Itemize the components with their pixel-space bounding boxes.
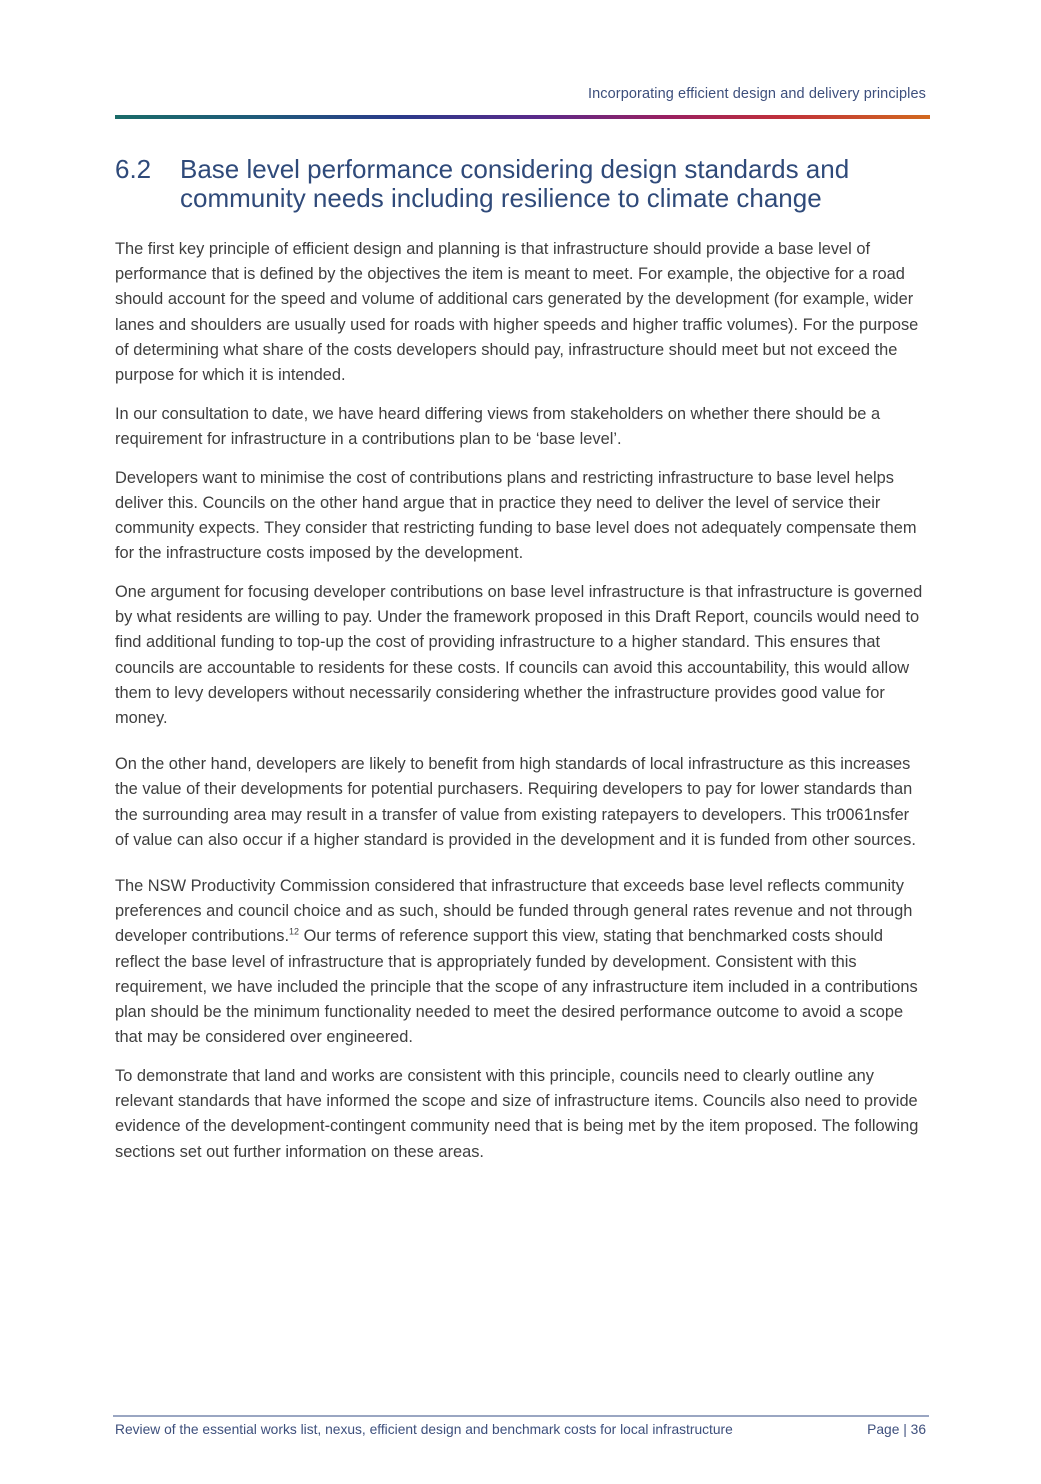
section-title: Base level performance considering design standards and community needs including resilience to climate change bbox=[180, 154, 850, 213]
footer-document-title: Review of the essential works list, nexus, efficient design and benchmark costs for local infrastructure bbox=[115, 1422, 733, 1437]
section-heading bbox=[115, 155, 915, 213]
nsw-text-after-note: Our terms of reference support this view, stating that benchmarked costs should reflect the base level of infrastructure that is appropriately funded by development. Consistent with this requirement, we have included the principle that the scope of any infrastructure item included in a contributions plan should be the minimum functionality needed to meet the desired performance outcome to avoid a scope that may be considered over engineered. bbox=[115, 927, 918, 1047]
paragraph-other-hand: On the other hand, developers are likely to benefit from high standards of local infrastructure as this increases the value of their developments for potential purchasers. Requiring developers to pay for lower standards than the surrounding area may result in a transfer of value from existing ratepayers to developers. This tr0061nsfer of value can also occur if a higher standard is provided in the development and it is funded from other sources. bbox=[115, 755, 916, 849]
paragraph-argument-base-level: One argument for focusing developer contributions on base level infrastructure is that infrastructure is governed by what residents are willing to pay. Under the framework proposed in this Draft Report, councils would need to find additional funding to top-up the cost of providing infrastructure to a higher standard. This ensures that councils are accountable to residents for these costs. If councils can avoid this accountability, this would allow them to levy developers without necessarily considering whether the infrastructure provides good value for money. bbox=[115, 582, 923, 727]
footer-rule bbox=[113, 1415, 929, 1417]
paragraph-developers-councils: Developers want to minimise the cost of contributions plans and restricting infrastructure to base level helps deliver this. Councils on the other hand argue that in practice they need to deliver the level of service their community expects. They consider that restricting funding to base level does not adequately compensate them for the infrastructure costs imposed by the development. bbox=[115, 468, 917, 563]
header-accent-rule bbox=[115, 115, 930, 119]
section-number: 6.2 bbox=[115, 154, 152, 184]
body-text bbox=[115, 237, 927, 1178]
nsw-text-before-note: The NSW Productivity Commission considered that infrastructure that exceeds base level reflects community preferences and council choice and as such, should be funded through general rates revenue and not through developer contributions. bbox=[115, 876, 913, 946]
running-header-title: Incorporating efficient design and delivery principles bbox=[587, 86, 926, 102]
footer-page-number: Page | 36 bbox=[867, 1422, 926, 1437]
paragraph-consultation-views: In our consultation to date, we have heard differing views from stakeholders on whether there should be a requirement for infrastructure in a contributions plan to be ‘base level’. bbox=[115, 404, 881, 448]
footnote-reference[interactable]: 12 bbox=[289, 926, 300, 937]
paragraph-base-level-principle: The first key principle of efficient design and planning is that infrastructure should provide a base level of performance that is defined by the objectives the item is meant to meet. For example, the objective for a road should account for the speed and volume of additional cars generated by the development (for example, wider lanes and shoulders are usually used for roads with higher speeds and higher traffic volumes). For the purpose of determining what share of the costs developers should pay, infrastructure should meet but not exceed the purpose for which it is intended. bbox=[115, 240, 919, 385]
paragraph-demonstrate-consistency: To demonstrate that land and works are consistent with this principle, councils need to clearly outline any relevant standards that have informed the scope and size of infrastructure items. Councils also need to provide evidence of the development-contingent community need that is being met by the item proposed. The following sections set out further information on these areas. bbox=[115, 1066, 919, 1161]
paragraph-nsw-productivity bbox=[115, 874, 927, 1050]
